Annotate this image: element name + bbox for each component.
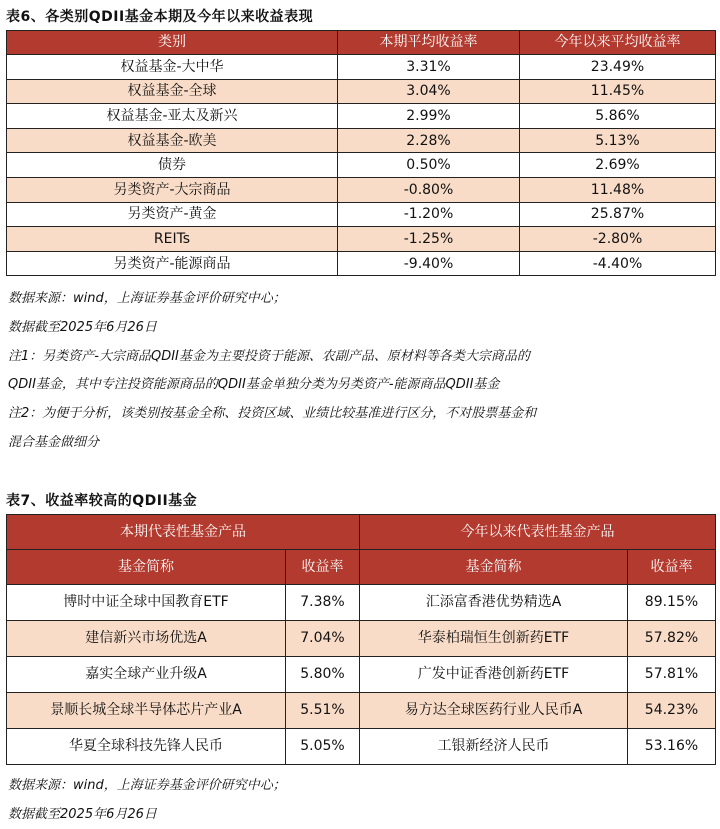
category-cell: 另类资产-大宗商品 [7, 177, 338, 202]
category-cell: 债券 [7, 153, 338, 178]
period-return-cell: -1.20% [338, 202, 520, 227]
table7-header-return: 收益率 [628, 550, 716, 585]
table6-footnote-1-line-1: 注1：另类资产-大宗商品QDII基金为主要投资于能源、农副产品、原材料等各类大宗商品的 [8, 349, 530, 364]
table-row [7, 729, 716, 765]
return-cell: 7.04% [286, 621, 360, 657]
return-cell: 5.05% [286, 729, 360, 765]
table7-header-return: 收益率 [286, 550, 360, 585]
table7-title: 表7、收益率较高的QDII基金 [6, 493, 198, 509]
fund-name-cell: 汇添富香港优势精选A [360, 585, 628, 621]
table6-source-note: 数据来源：wind，上海证券基金评价研究中心； [8, 291, 286, 306]
return-cell: 53.16% [628, 729, 716, 765]
return-cell: 57.82% [628, 621, 716, 657]
table6-footnote-1-line-2: QDII基金，其中专注投资能源商品的QDII基金单独分类为另类资产-能源商品QDII基金 [8, 377, 500, 392]
table-row [7, 657, 716, 693]
table-row [7, 79, 716, 104]
table-row [7, 251, 716, 276]
table7-date-note: 数据截至2025年6月26日 [8, 807, 157, 822]
fund-name-cell: 易方达全球医药行业人民币A [360, 693, 628, 729]
table7-sub-header-row [7, 550, 716, 585]
category-cell: REITs [7, 227, 338, 252]
return-cell: 5.80% [286, 657, 360, 693]
period-return-cell: 3.31% [338, 55, 520, 80]
ytd-return-cell: 2.69% [520, 153, 716, 178]
table-row [7, 153, 716, 178]
table-row [7, 693, 716, 729]
table7-header-fund-name: 基金简称 [7, 550, 286, 585]
ytd-return-cell: 11.48% [520, 177, 716, 202]
ytd-return-cell: -4.40% [520, 251, 716, 276]
ytd-return-cell: 25.87% [520, 202, 716, 227]
table6-title: 表6、各类别QDII基金本期及今年以来收益表现 [6, 9, 314, 25]
table-row [7, 202, 716, 227]
period-return-cell: 2.28% [338, 128, 520, 153]
table6-date-note: 数据截至2025年6月26日 [8, 320, 157, 335]
table6-header-period-return: 本期平均收益率 [338, 31, 520, 55]
category-cell: 权益基金-亚太及新兴 [7, 104, 338, 129]
table7-group-header-row [7, 515, 716, 550]
return-cell: 5.51% [286, 693, 360, 729]
table6-footnote-2-line-2: 混合基金做细分 [8, 435, 100, 450]
fund-name-cell: 景顺长城全球半导体芯片产业A [7, 693, 286, 729]
return-cell: 57.81% [628, 657, 716, 693]
period-return-cell: 3.04% [338, 79, 520, 104]
fund-name-cell: 嘉实全球产业升级A [7, 657, 286, 693]
ytd-return-cell: 5.86% [520, 104, 716, 129]
table6-header-ytd-return: 今年以来平均收益率 [520, 31, 716, 55]
table7-header-fund-name: 基金简称 [360, 550, 628, 585]
category-cell: 权益基金-全球 [7, 79, 338, 104]
period-return-cell: 2.99% [338, 104, 520, 129]
category-cell: 权益基金-大中华 [7, 55, 338, 80]
ytd-return-cell: 5.13% [520, 128, 716, 153]
table-row [7, 585, 716, 621]
fund-name-cell: 博时中证全球中国教育ETF [7, 585, 286, 621]
return-cell: 7.38% [286, 585, 360, 621]
ytd-return-cell: -2.80% [520, 227, 716, 252]
table-row [7, 128, 716, 153]
fund-name-cell: 工银新经济人民币 [360, 729, 628, 765]
period-return-cell: 0.50% [338, 153, 520, 178]
period-return-cell: -9.40% [338, 251, 520, 276]
category-cell: 另类资产-能源商品 [7, 251, 338, 276]
category-cell: 权益基金-欧美 [7, 128, 338, 153]
period-return-cell: -0.80% [338, 177, 520, 202]
table-row [7, 227, 716, 252]
table7-source-note: 数据来源：wind，上海证券基金评价研究中心； [8, 778, 286, 793]
table6-footnote-2-line-1: 注2：为便于分析，该类别按基金全称、投资区域、业绩比较基准进行区分，不对股票基金和 [8, 406, 537, 421]
period-return-cell: -1.25% [338, 227, 520, 252]
table6-header-row [7, 31, 716, 55]
return-cell: 89.15% [628, 585, 716, 621]
table7-header-ytd-products: 今年以来代表性基金产品 [360, 515, 716, 550]
table-row [7, 621, 716, 657]
fund-name-cell: 广发中证香港创新药ETF [360, 657, 628, 693]
table7-header-period-products: 本期代表性基金产品 [7, 515, 360, 550]
table6 [6, 30, 716, 276]
ytd-return-cell: 11.45% [520, 79, 716, 104]
fund-name-cell: 华泰柏瑞恒生创新药ETF [360, 621, 628, 657]
table-row [7, 177, 716, 202]
return-cell: 54.23% [628, 693, 716, 729]
fund-name-cell: 建信新兴市场优选A [7, 621, 286, 657]
table6-header-category: 类别 [7, 31, 338, 55]
table-row [7, 55, 716, 80]
fund-name-cell: 华夏全球科技先锋人民币 [7, 729, 286, 765]
ytd-return-cell: 23.49% [520, 55, 716, 80]
category-cell: 另类资产-黄金 [7, 202, 338, 227]
table-row [7, 104, 716, 129]
table7 [6, 514, 716, 765]
